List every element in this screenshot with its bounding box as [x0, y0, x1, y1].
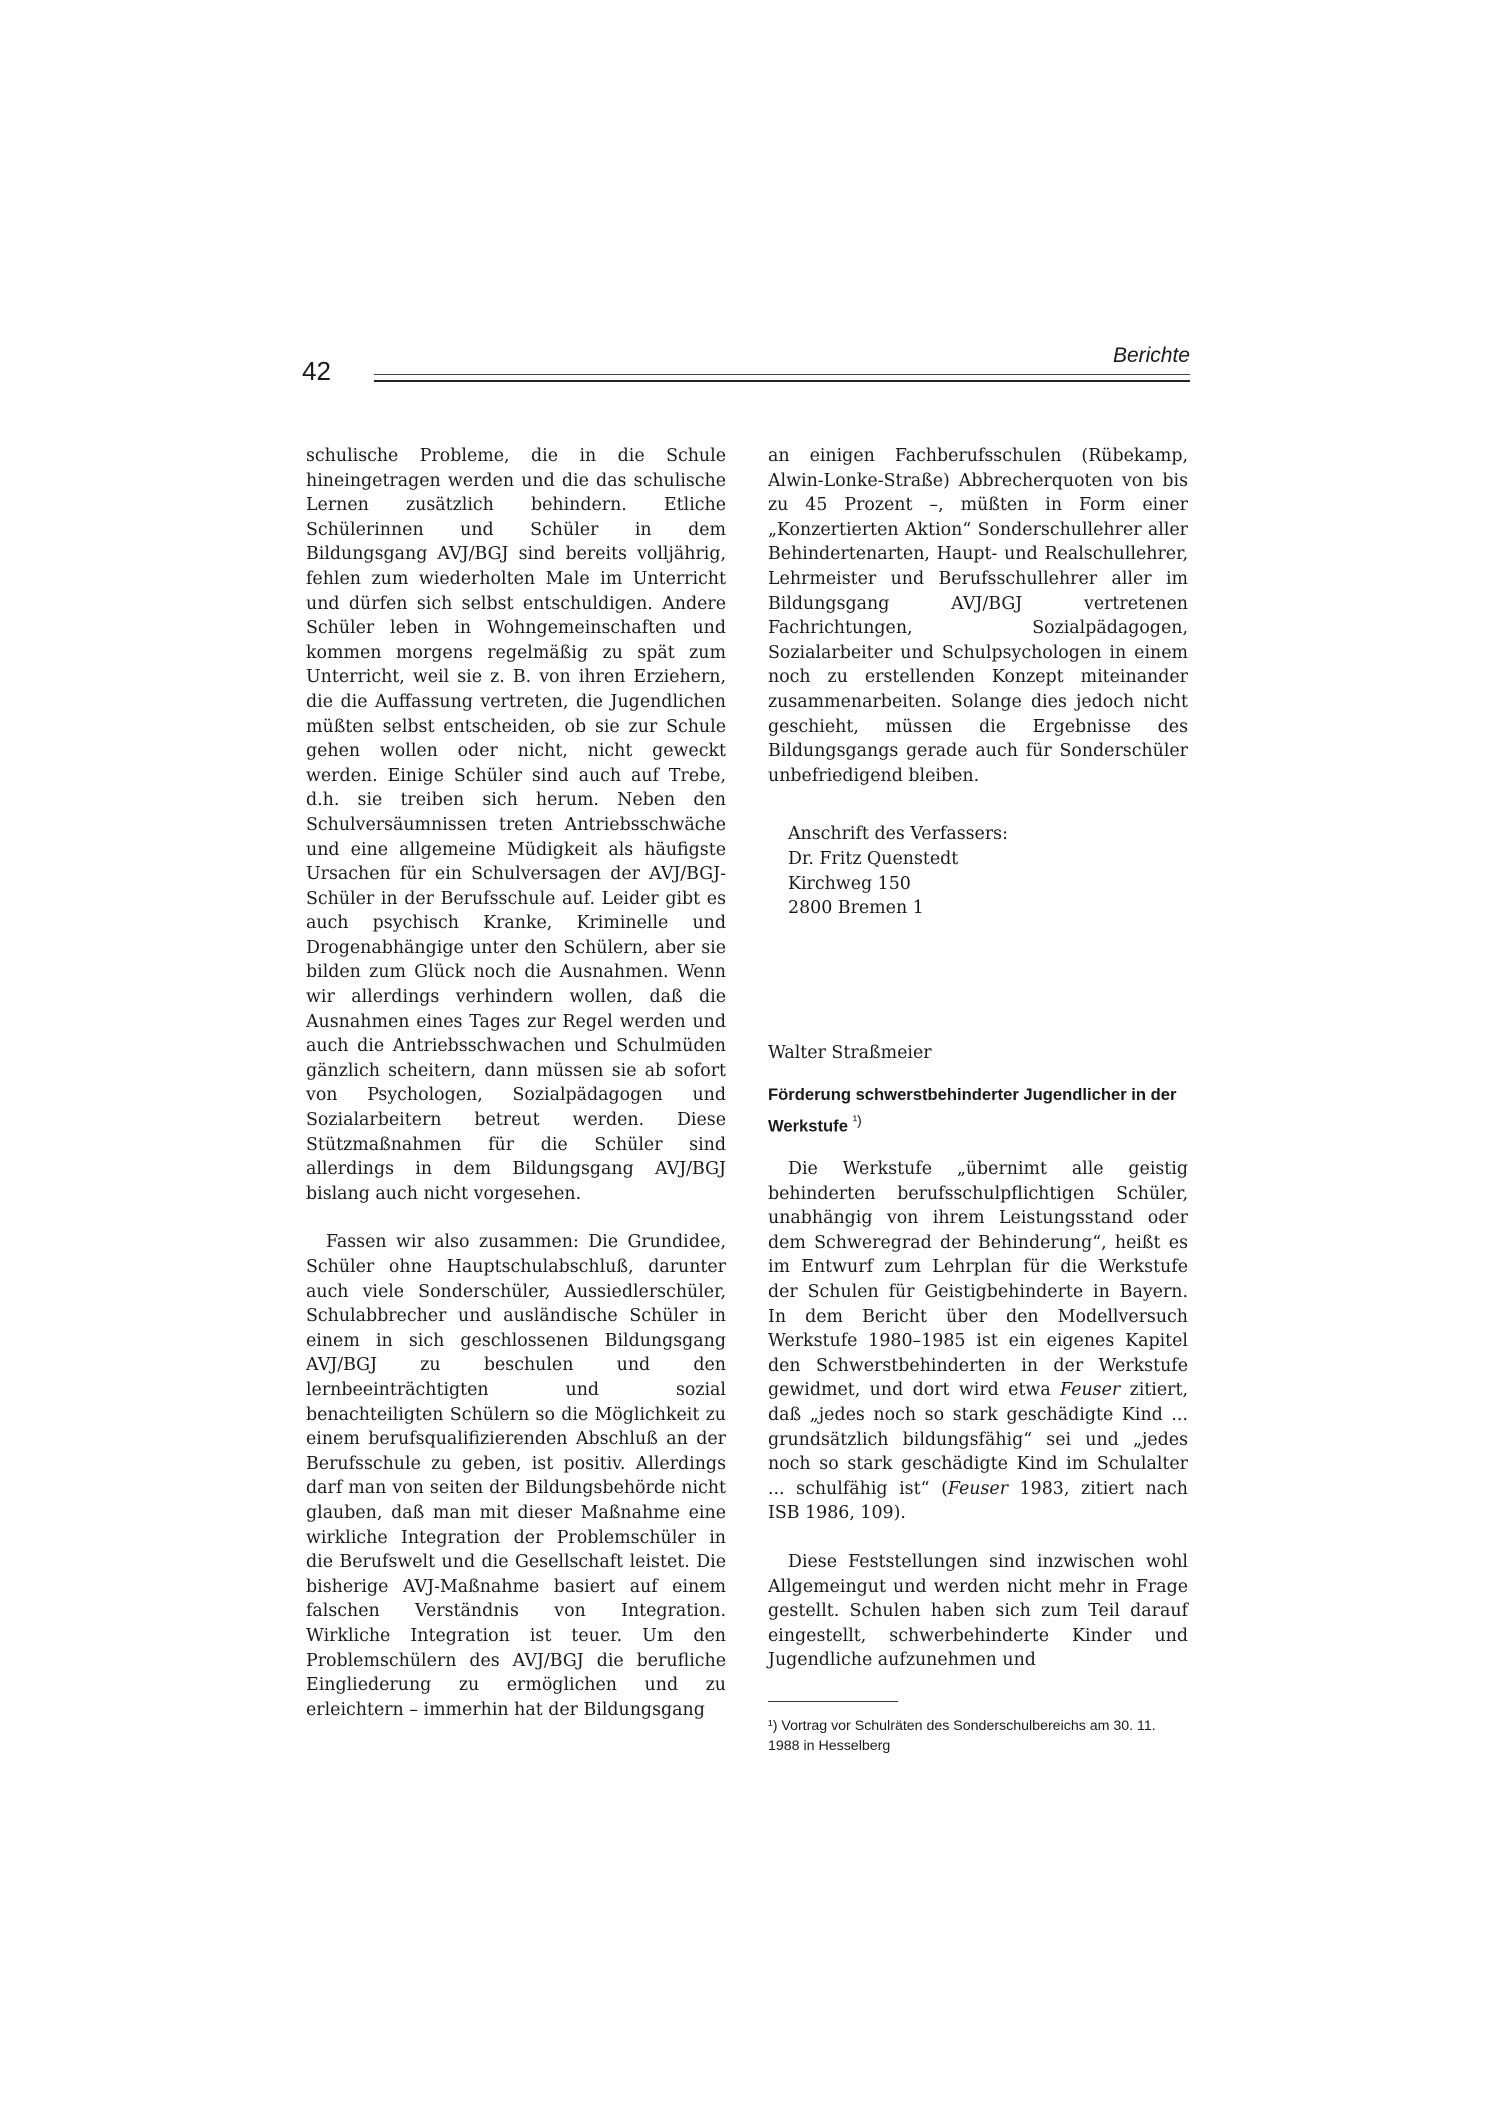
section-label: Berichte	[1112, 344, 1190, 367]
article-author: Walter Straßmeier	[768, 1042, 932, 1063]
article-paragraph-1-part-a: Die Werkstufe „übernimt alle geistig behinderten berufsschulpflichtigen Schüler, unabhängig von ihrem Leistungsstand oder dem Schweregrad der Behinderung“, heißt es im Entwurf zum Lehrplan für die Werkstufe der Schulen für Geistigbehinderte in Bayern. In dem Bericht über den Modellversuch Werkstufe 1980–1985 ist ein eigenes Kapitel den Schwerstbehinderten in der Werkstufe gewidmet, und dort wird etwa	[768, 1159, 1188, 1401]
header-rule-thin	[374, 374, 1190, 375]
footnote: ¹) Vortrag vor Schulräten des Sonderschulbereichs am 30. 11. 1988 in Hesselberg	[768, 1717, 1156, 1754]
article-paragraph-1-part-b: zitiert, daß „jedes noch so stark geschädigte Kind ... grundsätzlich bildungsfähig“ sei und „jedes noch so stark geschädigte Kind im Schulalter ... schulfähig ist“ (	[768, 1380, 1188, 1499]
cited-author-name-2: Feuser	[947, 1478, 1009, 1499]
address-city: 2800 Bremen 1	[788, 898, 924, 919]
page-number: 42	[302, 356, 331, 386]
left-column	[306, 444, 726, 1722]
left-paragraph-2: Fassen wir also zusammen: Die Grundidee, Schüler ohne Hauptschulabschluß, darunter auch viele Sonderschüler, Aussiedlerschüler, Schulabbrecher und ausländische Schüler in einem in sich geschlossenen Bildungsgang AVJ/BGJ zu beschulen und den lernbeeinträchtigten und sozial benachteiligten Schülern so die Möglichkeit zu einem berufsqualifizierenden Abschluß an der Berufsschule zu geben, ist positiv. Allerdings darf man von seiten der Bildungsbehörde nicht glauben, daß man mit dieser Maßnahme eine wirkliche Integration der Problemschüler in die Berufswelt und die Gesellschaft leistet. Die bisherige AVJ-Maßnahme basiert auf einem falschen Verständnis von Integration. Wirkliche Integration ist teuer. Um den Problemschülern des AVJ/BGJ die berufliche Eingliederung zu ermöglichen und zu erleichtern – immerhin hat der Bildungsgang	[306, 1232, 726, 1720]
left-paragraph-1: schulische Probleme, die in die Schule hineingetragen werden und die das schulische Lernen zusätzlich behindern. Etliche Schülerinnen und Schüler in dem Bildungsgang AVJ/BGJ sind bereits volljährig, fehlen zum wiederholten Male im Unterricht und dürfen sich selbst entschuldigen. Andere Schüler leben in Wohngemeinschaften und kommen morgens regelmäßig zu spät zum Unterricht, weil sie z. B. von ihren Erziehern, die die Auffassung vertreten, die Jugendlichen müßten selbst entscheiden, ob sie zur Schule gehen wollen oder nicht, nicht geweckt werden. Einige Schüler sind auch auf Trebe, d.h. sie treiben sich herum. Neben den Schulversäumnissen treten Antriebsschwäche und eine allgemeine Müdigkeit als häufigste Ursachen für ein Schulversagen der AVJ/BGJ-Schüler in der Berufsschule auf. Leider gibt es auch psychisch Kranke, Kriminelle und Drogenabhängige unter den Schülern, aber sie bilden zum Glück noch die Ausnahmen. Wenn wir allerdings verhindern wollen, daß die Ausnahmen eines Tages zur Regel werden und auch die Antriebsschwachen und Schulmüden gänzlich scheitern, dann müssen sie ab sofort von Psychologen, Sozialpädagogen und Sozialarbeitern betreut werden. Diese Stützmaßnahmen für die Schüler sind allerdings in dem Bildungsgang AVJ/BGJ bislang auch nicht vorgesehen.	[306, 446, 726, 1204]
address-label: Anschrift des Verfassers:	[788, 824, 1008, 845]
article-title	[768, 1083, 1188, 1139]
article-paragraph-1	[768, 1157, 1188, 1526]
article-title-text: Förderung schwerstbehinderter Jugendlicher in der Werkstufe	[768, 1085, 1177, 1136]
address-name: Dr. Fritz Quenstedt	[788, 848, 959, 869]
header-rule-thick	[374, 380, 1190, 382]
cited-author-name: Feuser	[1060, 1380, 1121, 1401]
right-continuation-paragraph: an einigen Fachberufsschulen (Rübekamp, Alwin-Lonke-Straße) Abbrecherquoten von bis zu 45 Prozent –, müßten in Form einer „Konzertierten Aktion“ Sonderschullehrer aller Behindertenarten, Haupt- und Realschullehrer, Lehrmeister und Berufsschullehrer aller im Bildungsgang AVJ/BGJ vertretenen Fachrichtungen, Sozialpädagogen, Sozialarbeiter und Schulpsychologen in einem noch zu erstellenden Konzept miteinander zusammenarbeiten. Solange dies jedoch nicht geschieht, müssen die Ergebnisse des Bildungsgangs gerade auch für Sonderschüler unbefriedigend bleiben.	[768, 446, 1188, 786]
article-paragraph-1-part-c: 1983, zitiert nach ISB 1986, 109).	[768, 1478, 1188, 1524]
author-address	[768, 822, 1188, 920]
address-street: Kirchweg 150	[788, 873, 911, 894]
footnote-divider	[768, 1701, 898, 1702]
footnote-marker: ¹)	[852, 1111, 862, 1128]
article-paragraph-2: Diese Feststellungen sind inzwischen wohl Allgemeingut und werden nicht mehr in Frage gestellt. Schulen haben sich zum Teil darauf eingestellt, schwerbehinderte Kinder und Jugendliche aufzunehmen und	[768, 1551, 1188, 1671]
right-column	[768, 444, 1188, 1756]
